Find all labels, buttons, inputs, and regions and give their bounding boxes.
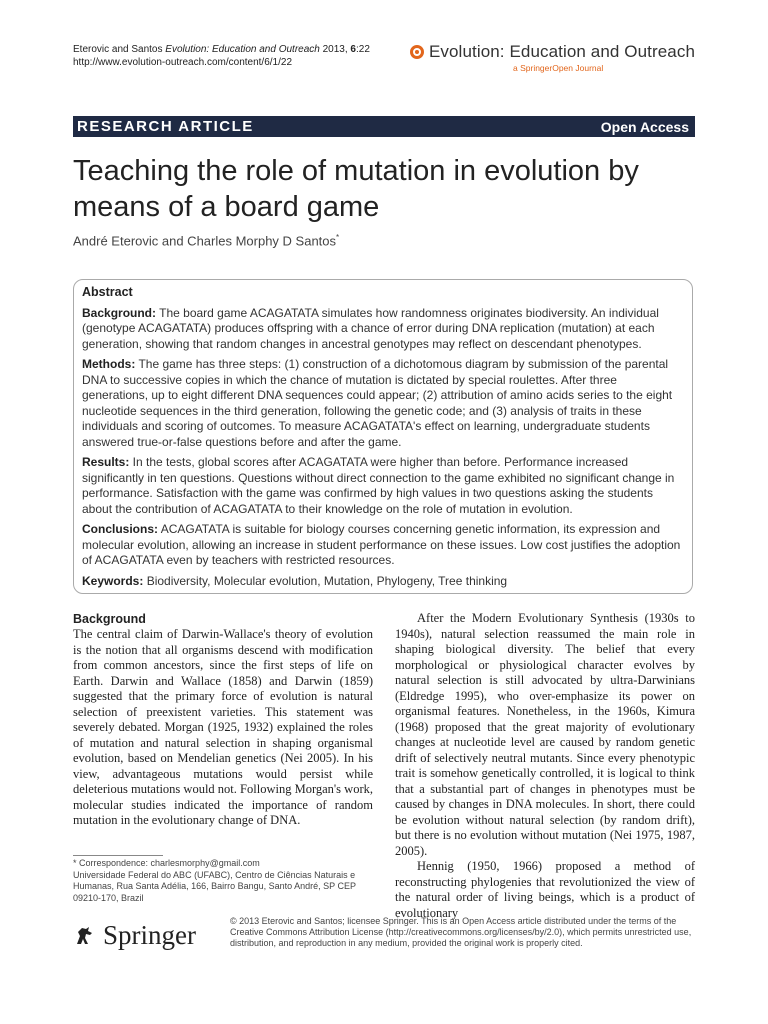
article-title: Teaching the role of mutation in evolution by means of a board game bbox=[73, 155, 639, 223]
springer-logo bbox=[73, 920, 196, 951]
body-paragraph: After the Modern Evolutionary Synthesis (1930s to 1940s), natural selection reassumed the main role in shaping biological diversity. The belief that every morphological or physiological character evolves by natural selection is still advocated by ultra-Darwinians (Eldredge 1995), who over-emphasize its power on organismal features. Nonetheless, in the 1960s, Kimura (1968) proposed that the great majority of evolutionary changes at nucleotide level are caused by random genetic drift of selectively neutral mutants. Since every phenotypic trait is somehow genetically controlled, it is logical to think that a substantial part of changes in phenotypes must be caused by changes in DNA molecules. In short, there could be evolution without natural selection (by random drift), but there is no evolution without mutation (Nei 1975, 1987, 2005). bbox=[395, 611, 695, 858]
abstract-keywords bbox=[82, 574, 684, 590]
journal-brand-subtitle: a SpringerOpen Journal bbox=[513, 63, 604, 73]
footnote bbox=[73, 858, 363, 904]
springer-name: Springer bbox=[103, 920, 196, 950]
abstract-section-label: Keywords: bbox=[82, 573, 144, 588]
abstract-section-label: Background: bbox=[82, 305, 157, 320]
abstract-box bbox=[73, 279, 693, 594]
abstract-heading: Abstract bbox=[82, 285, 133, 299]
article-authors bbox=[73, 233, 339, 248]
abstract-results bbox=[82, 455, 684, 517]
citation-authors: Eterovic and Santos bbox=[73, 44, 166, 55]
abstract-section-text: ACAGATATA is suitable for biology courses concerning genetic information, its expression and molecular evolution, allowing an increase in student performance on these issues. Low cost justifies the adoption of ACAGATATA even by teachers with restricted resources. bbox=[82, 522, 681, 567]
body-column-left bbox=[73, 611, 373, 829]
article-type-banner bbox=[73, 116, 695, 137]
body-paragraph: The central claim of Darwin-Wallace's theory of evolution is the notion that all organisms descend with modification from common ancestors, since the first steps of life on Earth. Darwin and Wallace (1858) and Darwin (1859) suggested that the primary force of evolution is natural selection of preexistent varieties. This statement was severely debated. Morgan (1925, 1932) explained the roles of mutation and natural selection in shaping organismal evolution, based on Mendelian genetics (Nei 2005). In his view, advantageous mutations would persist while deleterious mutations would not. Following Morgan's work, molecular studies indicated the importance of random mutation in the evolutionary change of DNA. bbox=[73, 627, 373, 827]
open-access-label: Open Access bbox=[600, 118, 689, 135]
springer-horse-icon bbox=[73, 924, 97, 948]
article-type-label: RESEARCH ARTICLE bbox=[77, 118, 254, 135]
journal-logo-icon bbox=[410, 45, 424, 59]
abstract-background bbox=[82, 306, 684, 353]
abstract-section-text: Biodiversity, Molecular evolution, Mutation, Phylogeny, Tree thinking bbox=[143, 573, 508, 588]
body-paragraph: Hennig (1950, 1966) proposed a method of reconstructing phylogenies that revolutionized the view of the natural order of living beings, which is a product of evolutionary bbox=[395, 859, 695, 920]
abstract-section-label: Results: bbox=[82, 455, 130, 469]
journal-brand-name: Evolution: Education and Outreach bbox=[428, 42, 695, 61]
citation-header bbox=[73, 43, 370, 69]
citation-year: 2013, bbox=[319, 44, 351, 55]
corresponding-author-mark: * bbox=[336, 233, 340, 242]
citation-line bbox=[73, 43, 370, 56]
journal-brand bbox=[395, 42, 695, 73]
license-text: © 2013 Eterovic and Santos; licensee Springer. This is an Open Access article distributed under the terms of the Creative Commons Attribution License (http://creativecommons.org/licenses/by/2.0), which permits unrestricted use, distribution, and reproduction in any medium, provided the original work is properly cited. bbox=[230, 916, 692, 948]
body-column-right bbox=[395, 611, 695, 921]
abstract-section-text: The game has three steps: (1) construction of a dichotomous diagram by submission of the parental DNA to successive copies in which the chance of mutation is dictated by special roulettes. After three generations, up to eight different DNA sequences could appear; (2) attribution of amino acids series to the eight nucleotide sequences in the third generation, following the genetic code; and (3) analysis of traits in these individuals and scoring of outcomes. To measure ACAGATATA's effect on learning, undergraduate students answered true-or-false questions before and after the game. bbox=[82, 357, 673, 449]
correspondence-line[interactable]: * Correspondence: charlesmorphy@gmail.com bbox=[73, 858, 260, 868]
citation-volume: 6 bbox=[350, 44, 356, 55]
abstract-section-text: In the tests, global scores after ACAGATATA were higher than before. Performance increased significantly in ten questions. Questions without direct connection to the game exhibited no significant change in performance. Satisfaction with the game was confirmed by high values in two questions asking the students about the contribution of ACAGATATA to their knowledge on the role of mutation in evolution. bbox=[82, 455, 675, 516]
abstract-conclusions bbox=[82, 522, 684, 569]
citation-url[interactable]: http://www.evolution-outreach.com/content/6/1/22 bbox=[73, 57, 293, 68]
citation-pages: :22 bbox=[355, 44, 370, 55]
abstract-section-text: The board game ACAGATATA simulates how randomness originates biodiversity. An individual (genotype ACAGATATA) produces offspring with a chance of error during DNA replication (mutation) at each generation, showing that random changes in ancestral genotypes may reflect on descendant phenotypes. bbox=[82, 305, 659, 351]
author-names: André Eterovic and Charles Morphy D Santos bbox=[73, 233, 337, 249]
affiliation-line: Universidade Federal do ABC (UFABC), Centro de Ciências Naturais e Humanas, Rua Santa Adélia, 166, Bairro Bangu, Santo André, SP CEP 09210-170, Brazil bbox=[73, 869, 356, 903]
citation-journal: Evolution: Education and Outreach bbox=[165, 44, 320, 55]
footnote-divider bbox=[73, 855, 163, 856]
abstract-methods bbox=[82, 357, 684, 450]
abstract-section-label: Methods: bbox=[82, 357, 136, 371]
abstract-section-label: Conclusions: bbox=[82, 522, 159, 536]
section-heading-background: Background bbox=[73, 612, 146, 626]
